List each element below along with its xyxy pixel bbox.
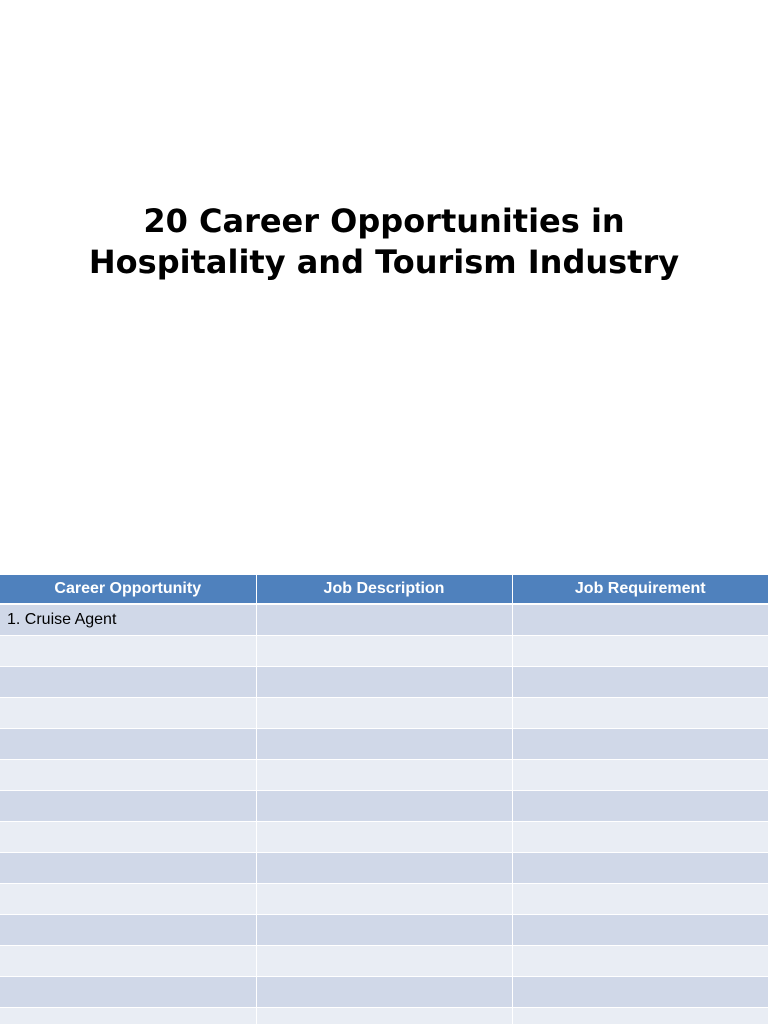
cell-job-requirement	[512, 759, 768, 790]
cell-career-opportunity	[0, 790, 256, 821]
cell-job-description	[256, 728, 512, 759]
table-row	[0, 883, 768, 914]
table-row	[0, 914, 768, 945]
cell-job-requirement	[512, 883, 768, 914]
table-row	[0, 635, 768, 666]
cell-job-description	[256, 821, 512, 852]
slide-title	[0, 201, 768, 283]
cell-job-description	[256, 790, 512, 821]
cell-career-opportunity	[0, 666, 256, 697]
cell-career-opportunity	[0, 914, 256, 945]
cell-job-requirement	[512, 821, 768, 852]
cell-job-description	[256, 852, 512, 883]
cell-job-description	[256, 666, 512, 697]
cell-career-opportunity	[0, 728, 256, 759]
cell-job-requirement	[512, 852, 768, 883]
cell-job-description	[256, 976, 512, 1007]
cell-job-requirement	[512, 728, 768, 759]
table-row	[0, 759, 768, 790]
cell-job-description	[256, 914, 512, 945]
cell-career-opportunity	[0, 883, 256, 914]
cell-job-description	[256, 635, 512, 666]
table-row	[0, 604, 768, 635]
cell-career-opportunity	[0, 852, 256, 883]
table-row	[0, 728, 768, 759]
table-row	[0, 976, 768, 1007]
table-row	[0, 697, 768, 728]
cell-job-requirement	[512, 790, 768, 821]
cell-career-opportunity: 1. Cruise Agent	[0, 604, 256, 635]
cell-career-opportunity	[0, 1007, 256, 1024]
table-row	[0, 1007, 768, 1024]
cell-job-description	[256, 604, 512, 635]
career-table	[0, 575, 768, 1024]
cell-career-opportunity	[0, 976, 256, 1007]
cell-career-opportunity	[0, 821, 256, 852]
cell-career-opportunity	[0, 697, 256, 728]
cell-career-opportunity	[0, 759, 256, 790]
cell-job-requirement	[512, 976, 768, 1007]
cell-job-description	[256, 697, 512, 728]
table-row	[0, 666, 768, 697]
table-body	[0, 604, 768, 1024]
cell-job-description	[256, 883, 512, 914]
header-job-description: Job Description	[256, 575, 512, 604]
cell-job-requirement	[512, 1007, 768, 1024]
table-row	[0, 945, 768, 976]
header-job-requirement: Job Requirement	[512, 575, 768, 604]
cell-career-opportunity	[0, 945, 256, 976]
cell-job-requirement	[512, 635, 768, 666]
cell-job-description	[256, 945, 512, 976]
cell-job-requirement	[512, 945, 768, 976]
cell-job-requirement	[512, 914, 768, 945]
header-career-opportunity: Career Opportunity	[0, 575, 256, 604]
cell-job-requirement	[512, 697, 768, 728]
cell-career-opportunity	[0, 635, 256, 666]
cell-job-description	[256, 1007, 512, 1024]
table-row	[0, 852, 768, 883]
cell-job-requirement	[512, 666, 768, 697]
title-line-1: 20 Career Opportunities in	[143, 202, 625, 240]
cell-job-requirement	[512, 604, 768, 635]
table-header-row	[0, 575, 768, 604]
title-line-2: Hospitality and Tourism Industry	[88, 243, 680, 281]
table-row	[0, 821, 768, 852]
table-row	[0, 790, 768, 821]
cell-job-description	[256, 759, 512, 790]
